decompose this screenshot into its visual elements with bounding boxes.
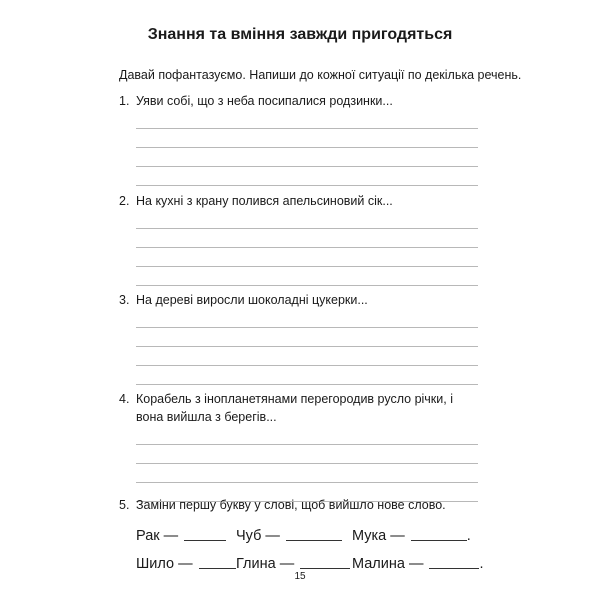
task-number: 3. xyxy=(119,293,130,307)
word-blank[interactable] xyxy=(429,568,479,569)
answer-line[interactable] xyxy=(136,229,478,248)
word-blank[interactable] xyxy=(199,568,236,569)
word-label: Чуб — xyxy=(236,528,280,544)
task-prompt: Корабель з інопланетянами перегородив русло річки, і вона вийшла з берегів... xyxy=(136,392,453,424)
task-1 xyxy=(119,92,489,186)
answer-line[interactable] xyxy=(136,248,478,267)
task-number: 5. xyxy=(119,498,130,512)
word-end-mark: . xyxy=(466,528,471,544)
answer-lines xyxy=(136,110,489,186)
answer-lines xyxy=(136,210,489,286)
task-2 xyxy=(119,192,489,286)
answer-line[interactable] xyxy=(136,328,478,347)
word-label: Рак — xyxy=(136,528,179,544)
task-prompt: Уяви собі, що з неба посипалися родзинки... xyxy=(136,94,393,108)
answer-line[interactable] xyxy=(136,347,478,366)
answer-line[interactable] xyxy=(136,167,478,186)
answer-lines xyxy=(136,309,489,385)
word-label: Мука — xyxy=(352,528,405,544)
word-label: Глина — xyxy=(236,556,295,572)
intro-text: Давай пофантазуємо. Напиши до кожної ситуації по декілька речень. xyxy=(119,68,522,82)
word-row xyxy=(136,516,484,544)
word-blank[interactable] xyxy=(286,540,342,541)
word-item xyxy=(136,528,236,544)
answer-line[interactable] xyxy=(136,445,478,464)
word-item xyxy=(236,556,352,572)
answer-line[interactable] xyxy=(136,309,478,328)
answer-line[interactable] xyxy=(136,148,478,167)
word-exercise xyxy=(136,516,484,572)
task-prompt: На кухні з крану полився апельсиновий сік... xyxy=(136,194,393,208)
answer-line[interactable] xyxy=(136,366,478,385)
task-number: 1. xyxy=(119,94,130,108)
task-4 xyxy=(119,390,489,502)
task-prompt: Заміни першу букву у слові, щоб вийшло нове слово. xyxy=(136,498,446,512)
word-blank[interactable] xyxy=(184,540,226,541)
word-item xyxy=(236,528,352,544)
word-item xyxy=(136,556,236,572)
word-label: Шило — xyxy=(136,556,193,572)
answer-lines xyxy=(136,426,489,502)
answer-line[interactable] xyxy=(136,426,478,445)
word-blank[interactable] xyxy=(411,540,467,541)
answer-line[interactable] xyxy=(136,267,478,286)
answer-line[interactable] xyxy=(136,210,478,229)
word-item xyxy=(352,528,471,544)
answer-line[interactable] xyxy=(136,110,478,129)
word-end-mark: . xyxy=(479,556,484,572)
task-number: 2. xyxy=(119,194,130,208)
word-blank[interactable] xyxy=(300,568,350,569)
word-item xyxy=(352,556,484,572)
answer-line[interactable] xyxy=(136,464,478,483)
word-label: Малина — xyxy=(352,556,424,572)
task-3 xyxy=(119,291,489,385)
word-row xyxy=(136,544,484,572)
answer-line[interactable] xyxy=(136,129,478,148)
task-5 xyxy=(119,496,489,514)
page-title: Знання та вміння завжди пригодяться xyxy=(147,26,453,43)
task-prompt: На дереві виросли шоколадні цукерки... xyxy=(136,293,368,307)
page-number: 15 xyxy=(294,571,306,582)
task-number: 4. xyxy=(119,392,130,406)
